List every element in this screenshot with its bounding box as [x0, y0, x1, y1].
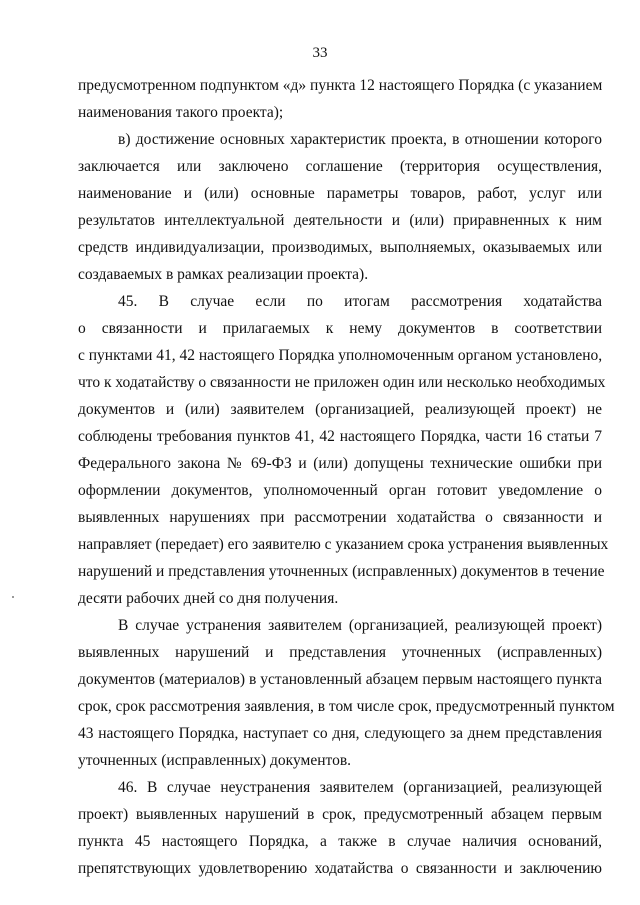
text-line: наименования такого проекта); [78, 104, 284, 121]
text-line: пункта 45 настоящего Порядка, а также в случае наличия оснований, [78, 833, 602, 850]
text-line: препятствующих удовлетворению ходатайства о связанности и заключению [78, 860, 602, 877]
paragraph-continuation [78, 72, 602, 126]
text-line: уточненных (исправленных) документов. [78, 752, 352, 769]
text-line: документов (материалов) в установленный абзацем первым настоящего пункта [78, 671, 602, 688]
text-line: направляет (передает) его заявителю с указанием срока устранения выявленных [78, 536, 609, 553]
paragraph-45 [78, 288, 609, 612]
text-line: результатов интеллектуальной деятельности и (или) приравненных к ним [78, 212, 602, 229]
text-line: предусмотренном подпунктом «д» пункта 12 настоящего Порядка (с указанием [78, 77, 603, 94]
text-line: что к ходатайству о связанности не приложен один или несколько необходимых [78, 374, 606, 391]
paragraph-45-second [78, 612, 615, 774]
text-line: документов и (или) заявителем (организацией, реализующей проект) не [78, 401, 602, 418]
text-line: создаваемых в рамках реализации проекта). [78, 266, 369, 283]
text-line: нарушений и представления уточненных (исправленных) документов в течение [78, 563, 605, 580]
text-line: в) достижение основных характеристик проекта, в отношении которого [118, 131, 602, 148]
page-number: 33 [312, 45, 328, 61]
document-body [78, 72, 615, 882]
text-line: В случае устранения заявителем (организацией, реализующей проект) [118, 617, 602, 634]
text-line: Федерального закона № 69-ФЗ и (или) допущены технические ошибки при [78, 455, 602, 472]
scan-speck [12, 596, 14, 598]
text-line: выявленных нарушениях при рассмотрении ходатайства о связанности и [78, 509, 602, 526]
paragraph-item-v [78, 126, 602, 288]
text-line: 45. В случае если по итогам рассмотрения ходатайства [118, 293, 602, 310]
text-line: проект) выявленных нарушений в срок, предусмотренный абзацем первым [78, 806, 602, 823]
text-line: соблюдены требования пунктов 41, 42 настоящего Порядка, части 16 статьи 7 [78, 428, 602, 445]
text-line: 46. В случае неустранения заявителем (организацией, реализующей [118, 779, 602, 796]
text-line: оформлении документов, уполномоченный орган готовит уведомление о [78, 482, 602, 499]
text-line: средств индивидуализации, производимых, выполняемых, оказываемых или [78, 239, 602, 256]
text-line: 43 настоящего Порядка, наступает со дня, следующего за днем представления [78, 725, 602, 742]
text-line: о связанности и прилагаемых к нему документов в соответствии [78, 320, 602, 337]
text-line: срок, срок рассмотрения заявления, в том числе срок, предусмотренный пунктом [78, 698, 615, 715]
text-line: с пунктами 41, 42 настоящего Порядка уполномоченным органом установлено, [78, 347, 603, 364]
text-line: десяти рабочих дней со дня получения. [78, 590, 339, 607]
paragraph-46 [78, 774, 602, 882]
text-line: выявленных нарушений и представления уточненных (исправленных) [78, 644, 602, 661]
text-line: заключается или заключено соглашение (территория осуществления, [78, 158, 602, 175]
text-line: наименование и (или) основные параметры товаров, работ, услуг или [78, 185, 602, 202]
